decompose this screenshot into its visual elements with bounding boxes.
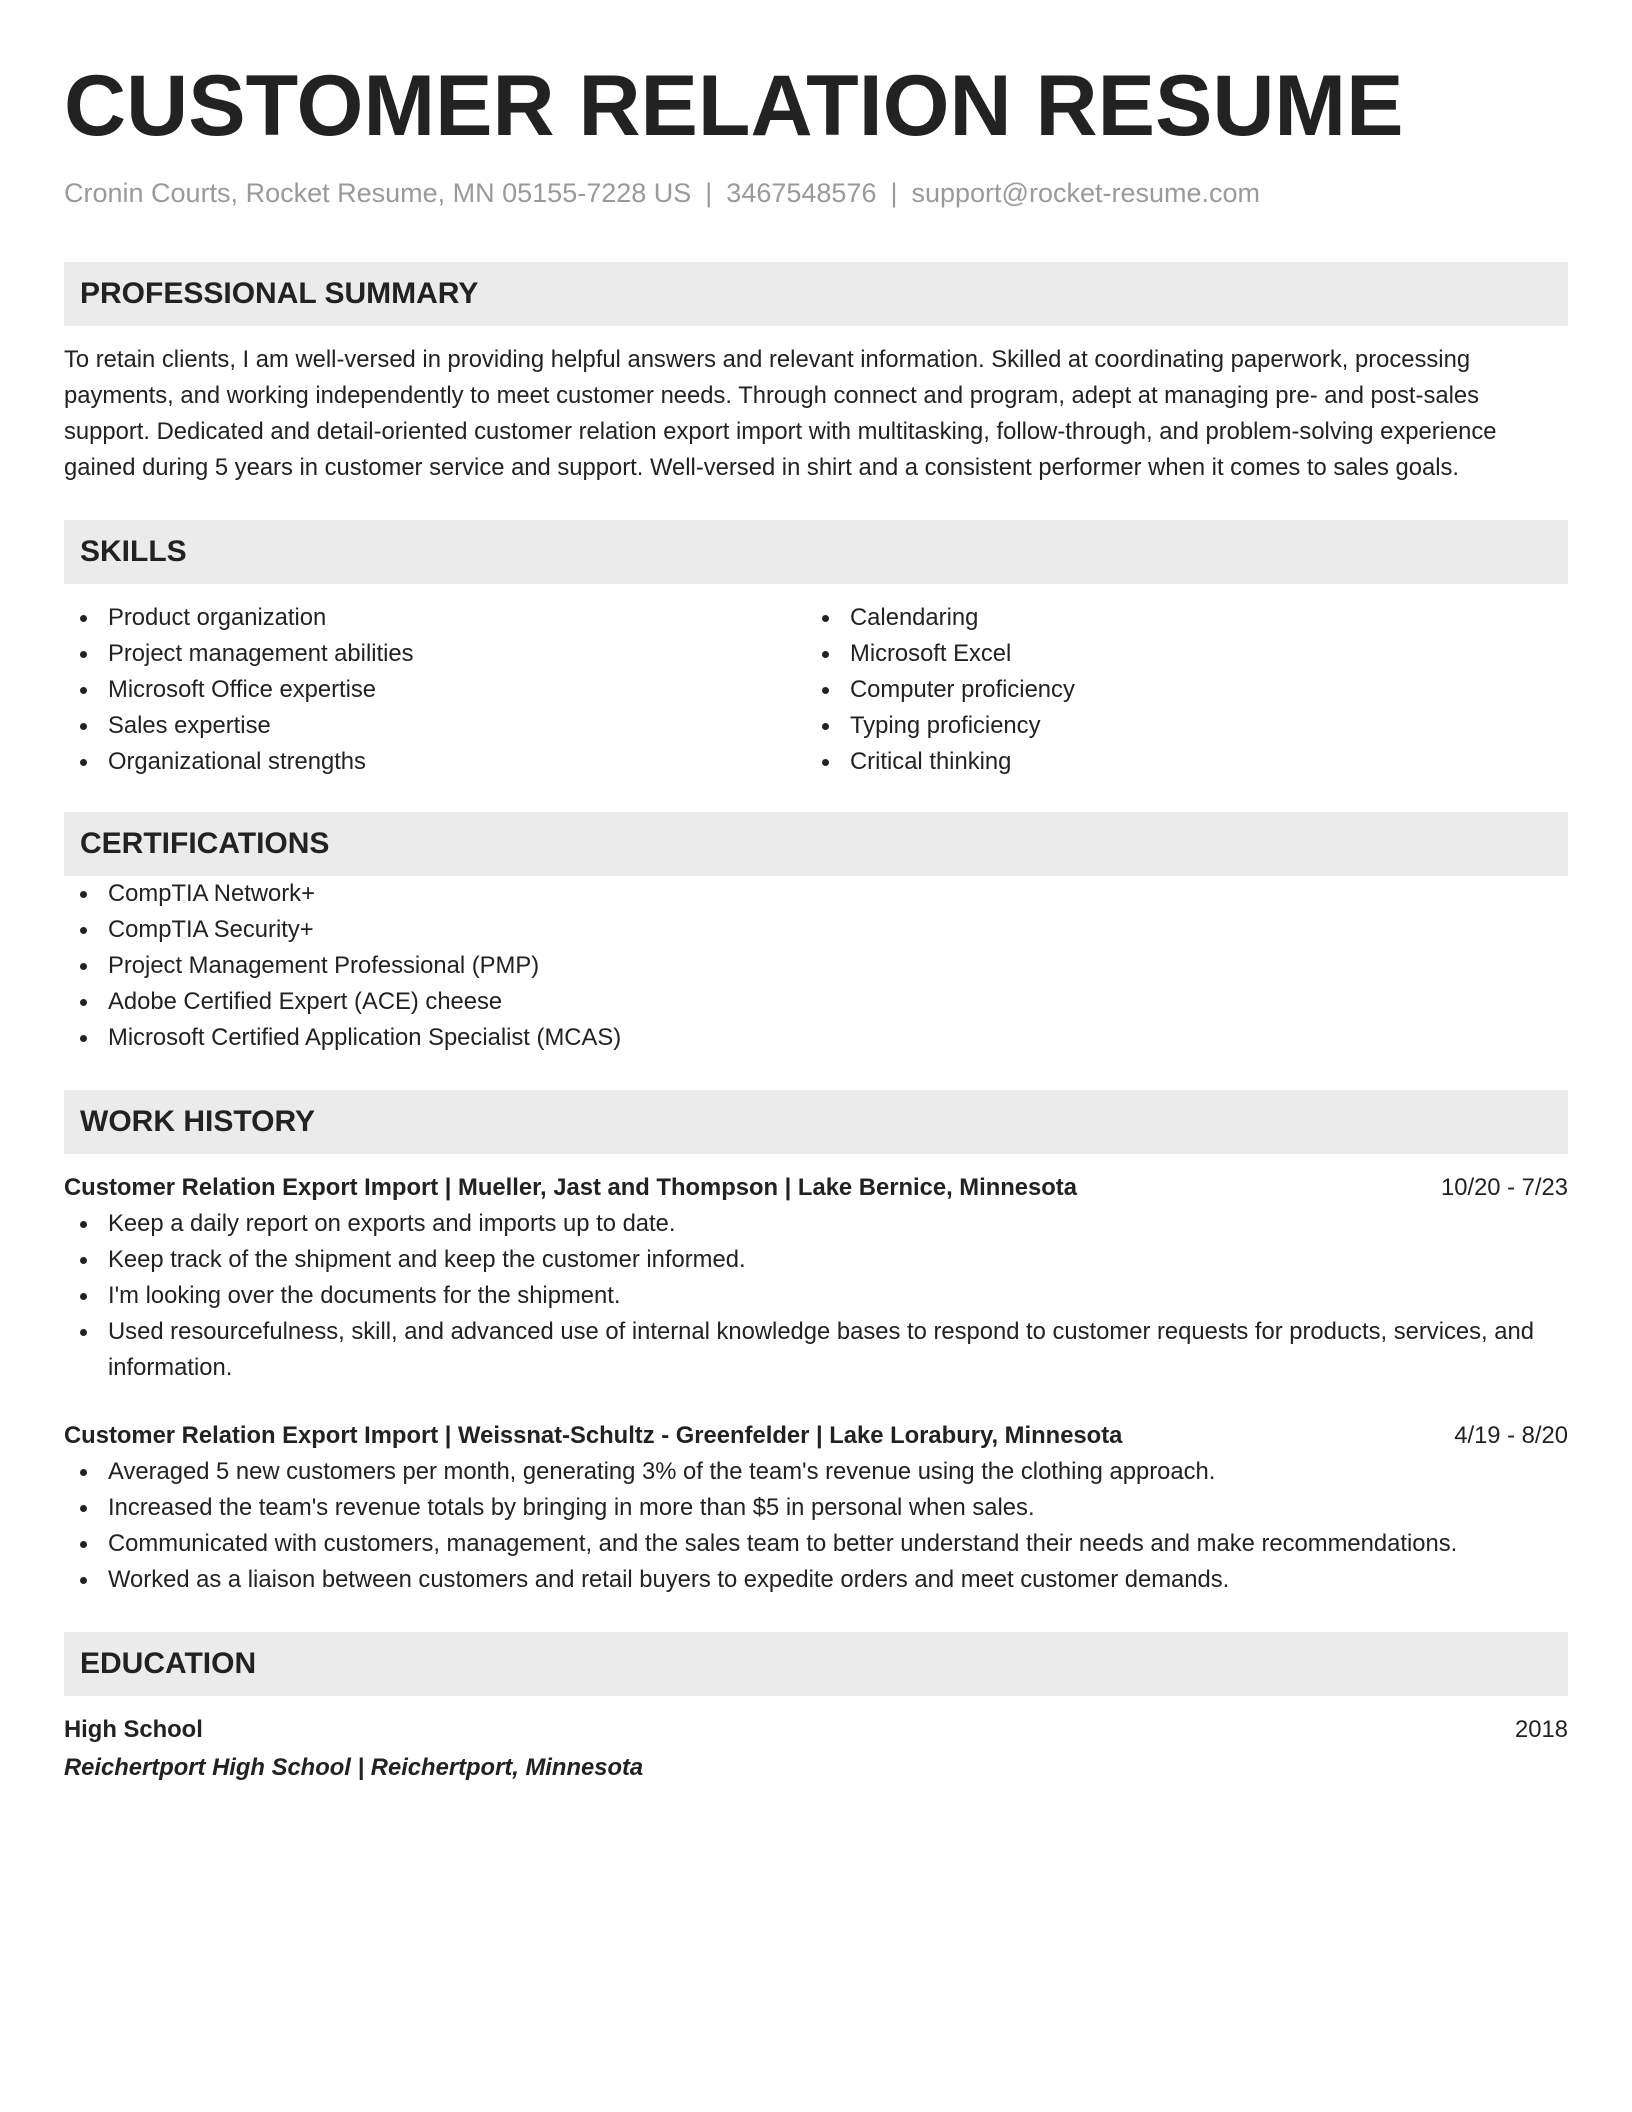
skills-list-left bbox=[64, 600, 806, 780]
skill-item: Critical thinking bbox=[806, 744, 1548, 780]
certification-item: CompTIA Security+ bbox=[64, 912, 1568, 948]
summary-section bbox=[64, 262, 1568, 486]
skills-section bbox=[64, 520, 1568, 780]
resume-title: CUSTOMER RELATION RESUME bbox=[64, 58, 1404, 154]
education-school: Reichertport High School | Reichertport, Minnesota bbox=[64, 1754, 644, 1781]
contact-separator: | bbox=[705, 178, 713, 208]
job-duty-item: I'm looking over the documents for the shipment. bbox=[64, 1278, 1568, 1314]
job-duty-item: Keep a daily report on exports and imports up to date. bbox=[64, 1206, 1568, 1242]
job-duty-item: Used resourcefulness, skill, and advanced use of internal knowledge bases to respond to customer requests for products, services, and information. bbox=[64, 1314, 1568, 1386]
contact-email: support@rocket-resume.com bbox=[911, 178, 1261, 208]
job-title: Customer Relation Export Import | Mueller, Jast and Thompson | Lake Bernice, Minnesota bbox=[64, 1174, 1077, 1201]
skill-item: Organizational strengths bbox=[64, 744, 806, 780]
job-dates: 4/19 - 8/20 bbox=[1454, 1422, 1568, 1449]
education-section bbox=[64, 1632, 1568, 1788]
skill-item: Project management abilities bbox=[64, 636, 806, 672]
contact-phone: 3467548576 bbox=[726, 178, 877, 208]
contact-line bbox=[64, 176, 1568, 210]
skill-item: Microsoft Office expertise bbox=[64, 672, 806, 708]
certifications-section bbox=[64, 812, 1568, 1056]
contact-separator: | bbox=[890, 178, 898, 208]
contact-address: Cronin Courts, Rocket Resume, MN 05155-7228 US bbox=[64, 178, 692, 208]
summary-text: To retain clients, I am well-versed in providing helpful answers and relevant information. Skilled at coordinating paperwork, processing payments, and working independently to meet customer needs. Through connect and program, adept at managing pre- and post-sales support. Dedicated and detail-oriented customer relation export import with multitasking, follow-through, and problem-solving experience gained during 5 years in customer service and support. Well-versed in shirt and a consistent performer when it comes to sales goals. bbox=[64, 346, 1497, 481]
job-dates: 10/20 - 7/23 bbox=[1440, 1174, 1568, 1201]
skill-item: Product organization bbox=[64, 600, 806, 636]
skills-heading: SKILLS bbox=[64, 520, 1568, 584]
job-duty-item: Keep track of the shipment and keep the customer informed. bbox=[64, 1242, 1568, 1278]
work-history-heading: WORK HISTORY bbox=[64, 1090, 1568, 1154]
education-heading: EDUCATION bbox=[64, 1632, 1568, 1696]
certification-item: Microsoft Certified Application Specialist (MCAS) bbox=[64, 1020, 1568, 1056]
job-duty-item: Communicated with customers, management, and the sales team to better understand their needs and make recommendations. bbox=[64, 1526, 1568, 1562]
job-header bbox=[64, 1170, 1568, 1206]
work-history-section bbox=[64, 1090, 1568, 1598]
job-duties-list bbox=[64, 1206, 1568, 1386]
job-duties-list bbox=[64, 1454, 1568, 1598]
certification-item: Project Management Professional (PMP) bbox=[64, 948, 1568, 984]
skill-item: Microsoft Excel bbox=[806, 636, 1548, 672]
skill-item: Calendaring bbox=[806, 600, 1548, 636]
skills-list-right bbox=[806, 600, 1548, 780]
summary-heading: PROFESSIONAL SUMMARY bbox=[64, 262, 1568, 326]
job-duty-item: Worked as a liaison between customers and retail buyers to expedite orders and meet customer demands. bbox=[64, 1562, 1568, 1598]
skill-item: Computer proficiency bbox=[806, 672, 1548, 708]
certifications-heading: CERTIFICATIONS bbox=[64, 812, 1568, 876]
resume-page bbox=[64, 56, 1568, 1788]
job-title: Customer Relation Export Import | Weissnat-Schultz - Greenfelder | Lake Lorabury, Minnesota bbox=[64, 1422, 1123, 1449]
skill-item: Typing proficiency bbox=[806, 708, 1548, 744]
job-header bbox=[64, 1418, 1568, 1454]
certification-item: CompTIA Network+ bbox=[64, 876, 1568, 912]
education-year: 2018 bbox=[1515, 1716, 1568, 1743]
job-duty-item: Increased the team's revenue totals by bringing in more than $5 in personal when sales. bbox=[64, 1490, 1568, 1526]
education-header bbox=[64, 1712, 1568, 1748]
education-degree: High School bbox=[64, 1716, 203, 1743]
certification-item: Adobe Certified Expert (ACE) cheese bbox=[64, 984, 1568, 1020]
skill-item: Sales expertise bbox=[64, 708, 806, 744]
job-duty-item: Averaged 5 new customers per month, generating 3% of the team's revenue using the clothing approach. bbox=[64, 1454, 1568, 1490]
certifications-list bbox=[64, 876, 1568, 1056]
skills-grid bbox=[64, 600, 1568, 780]
